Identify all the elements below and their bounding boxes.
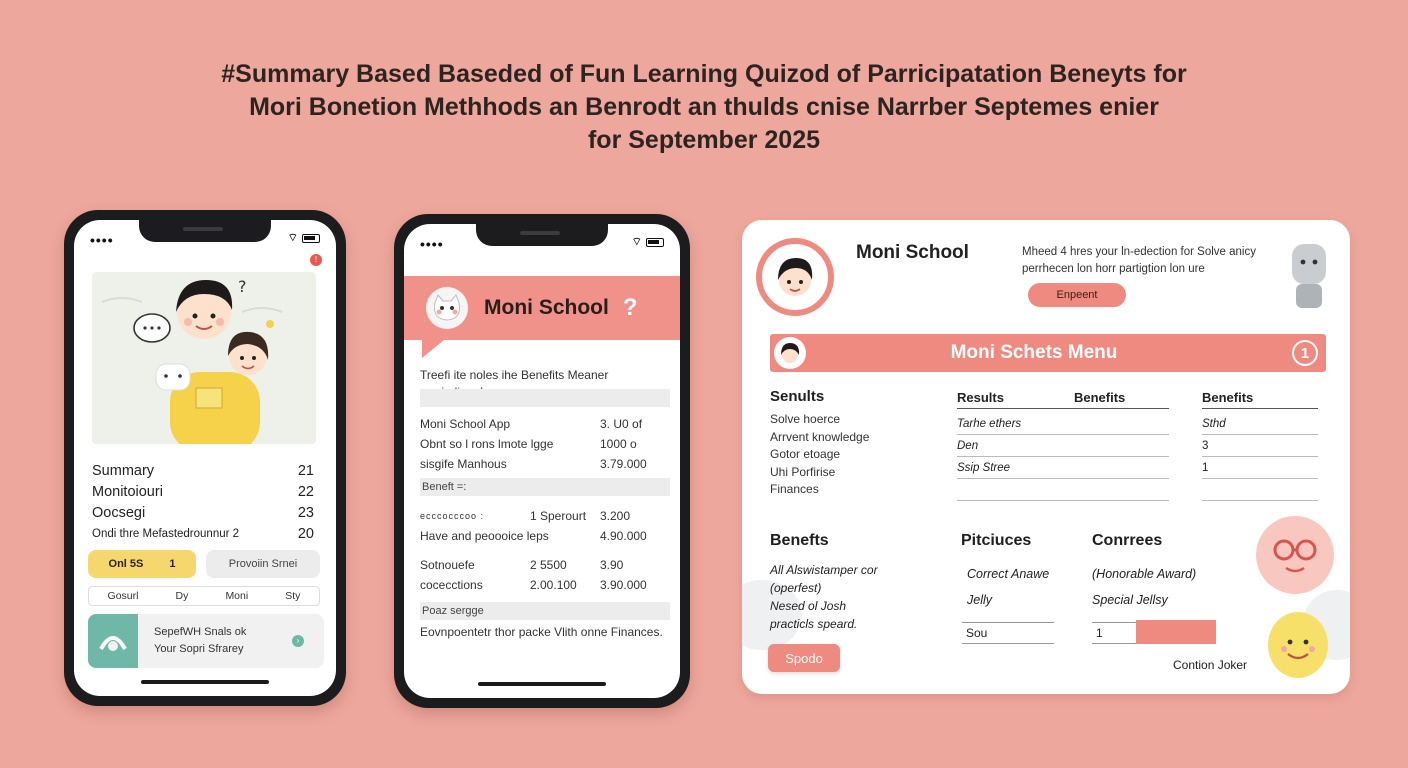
results-column (770, 388, 869, 499)
tab-item[interactable]: Moni (225, 590, 249, 602)
help-icon[interactable]: ? (622, 294, 638, 321)
benefits-table (420, 414, 670, 474)
count-field[interactable]: 1 (1092, 622, 1136, 644)
corrections-list (1092, 561, 1196, 613)
footer-text: Eovnpoentetr thor packe Vlith onne Finances. (420, 625, 663, 639)
divider-bar (420, 389, 670, 407)
illustration-image (92, 272, 316, 444)
list-item[interactable] (92, 523, 314, 544)
banner-title: Moni School (484, 296, 609, 319)
list-item-value: 23 (297, 504, 314, 521)
table-cell: Have and peoooice leps (420, 529, 549, 543)
table-cell: ecccocccoo : (420, 511, 485, 521)
signal-icon: •••• (420, 236, 444, 252)
section-header (420, 602, 670, 620)
menu-header-bar[interactable] (770, 334, 1326, 372)
table-row (420, 526, 670, 546)
primary-button-label: Onl 5S (108, 558, 144, 570)
primary-button[interactable] (88, 550, 196, 578)
table-row (420, 506, 670, 526)
school-banner (404, 276, 680, 340)
panel-description: Mheed 4 hres your ln-edection for Solve anicy perrhecen lon horr partigtion lon ure (1022, 246, 1256, 275)
phone-benefits (394, 214, 690, 708)
card-line-2: Your Sopri Sfrarey (154, 643, 244, 655)
wifi-icon: ⌔ (631, 236, 642, 248)
column-header-results: Results (957, 390, 1004, 405)
benefit-line: practicls speard. (770, 617, 858, 631)
table-cell: 4.90.000 (600, 529, 647, 543)
table-cell: 3.90 (600, 558, 624, 572)
home-indicator[interactable] (141, 680, 269, 684)
list-item-label: Oocsegi (92, 504, 146, 521)
picture-item: Jelly (967, 593, 993, 607)
action-button-row (88, 550, 320, 578)
intro-text: Treefi ite noles ihe Benefits Meaner (420, 368, 609, 382)
table-row: Sthd (1202, 413, 1318, 435)
table-cell: Obnt so l rons lmote lgge (420, 437, 554, 451)
table-header (957, 390, 1169, 409)
table-cell: Moni School App (420, 417, 511, 431)
glasses-mascot-icon (1256, 516, 1334, 594)
list-item-value: 22 (297, 483, 314, 500)
table-cell: 1000 o (600, 437, 637, 451)
benefit-line: Nesed ol Josh (770, 599, 847, 613)
headline-line-2: Mori Bonetion Methhods an Benrodt an thulds cnise Narrber Septemes enier (249, 93, 1159, 121)
list-item-label: Ondi thre Mefastedrounnur 2 (92, 527, 240, 540)
svg-text:?: ? (238, 277, 247, 296)
list-item[interactable] (92, 460, 314, 481)
benefits-table-2 (420, 506, 670, 595)
table-row (420, 575, 670, 595)
card-thumbnail (88, 614, 138, 668)
list-item: Arrvent knowledge (770, 429, 870, 444)
benefit-line: (operfest) (770, 581, 822, 595)
wifi-icon: ⌔ (287, 232, 298, 244)
phone-screen (74, 220, 336, 696)
benefits-description (770, 561, 878, 633)
pictures-list (967, 561, 1049, 613)
joker-label: Contion Joker (1173, 658, 1248, 672)
list-item[interactable] (92, 502, 314, 523)
table-row (420, 414, 670, 434)
school-menu-panel (742, 220, 1350, 694)
list-item: Gotor etoage (770, 447, 841, 461)
signal-icon: •••• (90, 232, 114, 248)
status-icons (288, 231, 320, 245)
avatar-icon (774, 337, 806, 369)
card-text (154, 624, 246, 658)
battery-icon (646, 238, 664, 247)
pictures-heading: Pitciuces (961, 532, 1032, 549)
table-cell: 3.90.000 (600, 578, 647, 592)
headline-line-1: #Summary Based Baseded of Fun Learning Quizod of Parricipatation Beneyts for (221, 60, 1187, 88)
list-item: Finances (770, 482, 819, 496)
table-row: Tarhe ethers (957, 413, 1169, 435)
table-row: Den (957, 435, 1169, 457)
robot-icon (1286, 236, 1332, 314)
avatar (756, 238, 834, 316)
correction-item: (Honorable Award) (1092, 567, 1197, 581)
table-cell: 2 5500 (530, 558, 567, 572)
corrections-heading: Conrrees (1092, 532, 1163, 549)
phone-summary (64, 210, 346, 706)
smiley-mascot-icon (1268, 612, 1328, 678)
section-label: Beneft =: (422, 481, 467, 493)
table-row (957, 479, 1169, 501)
phone-notch (476, 224, 608, 246)
section-label: Poaz sergge (422, 605, 484, 617)
menu-title: Moni Schets Menu (950, 342, 1118, 363)
tab-item[interactable]: Dy (175, 590, 189, 602)
table-row-spacer (420, 546, 670, 555)
list-item-value: 20 (297, 525, 314, 542)
list-item-label: Summary (92, 462, 155, 479)
list-item-label: Monitoiouri (92, 483, 163, 500)
table-cell: 3. U0 of (600, 417, 643, 431)
table-row (1202, 479, 1318, 501)
column-heading: Senults (770, 388, 825, 405)
column-header-benefits: Benefits (1074, 390, 1126, 405)
cat-mascot-icon (426, 287, 468, 329)
table-cell: sisgife Manhous (420, 457, 507, 471)
table-cell: 2.00.100 (530, 578, 577, 592)
table-cell: cocecctions (420, 578, 483, 592)
table-row (420, 434, 670, 454)
list-item: Solve hoerce (770, 412, 841, 426)
menu-count-badge[interactable]: 1 (1292, 340, 1318, 366)
phone-screen (404, 224, 680, 698)
headline-line-3: for September 2025 (587, 126, 821, 154)
table-row: 1 (1202, 457, 1318, 479)
table-row: 3 (1202, 435, 1318, 457)
section-header (420, 478, 670, 496)
panel-title: Moni School (856, 242, 969, 263)
answer-field[interactable]: Sou (962, 622, 1054, 644)
phone-notch (139, 220, 271, 242)
table-row: Ssip Stree (957, 457, 1169, 479)
expand-button[interactable]: Enpeent (1028, 283, 1126, 307)
table-cell: 1 Sperourt (530, 509, 587, 523)
battery-icon (302, 234, 320, 243)
correction-item: Special Jellsy (1092, 593, 1168, 607)
secondary-button[interactable]: Provoiin Srnei (206, 550, 320, 578)
promo-card[interactable] (88, 614, 324, 668)
table-row (420, 454, 670, 474)
home-indicator[interactable] (478, 682, 606, 686)
column-header-benefits: Benefits (1202, 390, 1254, 405)
summary-list (92, 460, 314, 544)
card-line-1: SepefWH Snals ok (154, 626, 247, 638)
table-row (420, 555, 670, 575)
table-cell: 3.200 (600, 509, 631, 523)
page-headline (0, 58, 1408, 157)
list-item-value: 21 (297, 462, 314, 479)
tab-item[interactable]: Gosurl (107, 590, 139, 602)
table-header (1202, 390, 1318, 409)
table-cell: 3.79.000 (600, 457, 647, 471)
progress-fill (1136, 620, 1216, 644)
notification-icon[interactable]: ! (310, 254, 322, 266)
arrow-right-icon[interactable]: › (292, 635, 304, 647)
benefit-line: All Alswistamper cor (770, 563, 878, 577)
status-icons (632, 235, 664, 249)
list-item: Uhi Porfirise (770, 464, 836, 479)
benefits-heading: Benefts (770, 532, 829, 549)
table-cell: Sotnouefe (420, 558, 475, 572)
tab-item[interactable]: Sty (285, 590, 301, 602)
tab-bar (88, 586, 320, 606)
spodo-button[interactable]: Spodo (768, 644, 840, 672)
primary-button-count: 1 (169, 558, 176, 570)
list-item[interactable] (92, 481, 314, 502)
picture-item: Correct Anawe (967, 567, 1050, 581)
